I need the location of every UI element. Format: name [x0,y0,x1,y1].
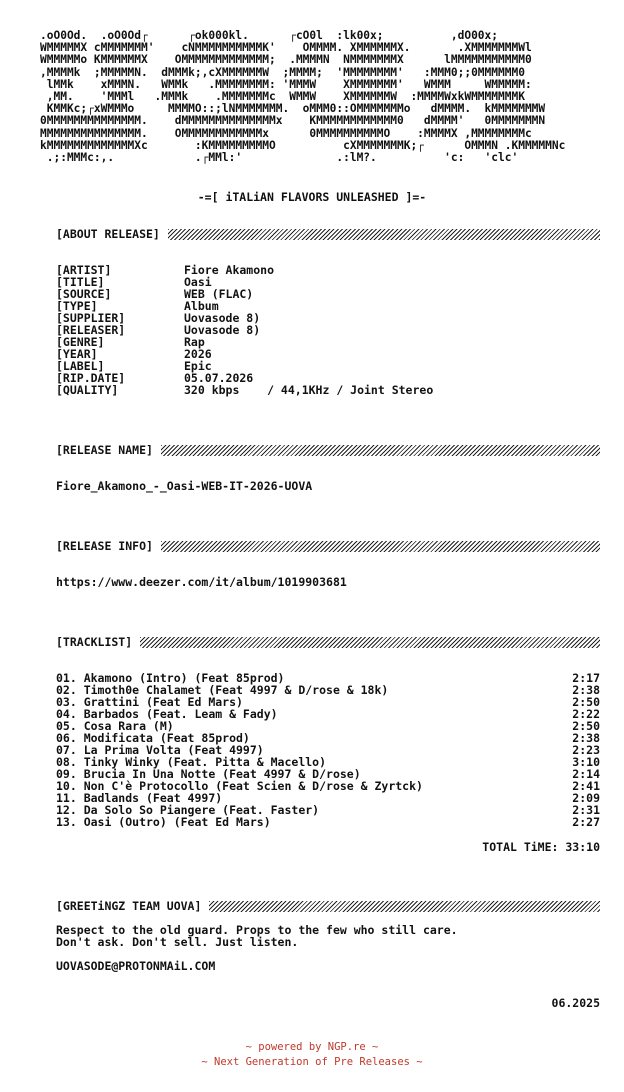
hatch-divider [140,637,600,648]
tracklist-heading [56,635,600,649]
section-title: [TRACKLIST] [56,635,133,649]
track-row: 10. Non C'è Protocollo (Feat Scien & D/rose & Zyrtck) 2:41 [56,779,600,793]
greetings-heading [56,899,600,913]
info-row-title: [TITLE] Oasi [56,275,212,289]
track-row: 03. Grattini (Feat Ed Mars) 2:50 [56,695,600,709]
info-row-label: [LABEL] Epic [56,359,212,373]
track-row: 06. Modificata (Feat 85prod) 2:38 [56,731,600,745]
hatch-divider [209,901,600,912]
hatch-divider [168,229,600,240]
info-row-supplier: [SUPPLIER] Uovasode 8) [56,311,261,325]
track-row: 11. Badlands (Feat 4997) 2:09 [56,791,600,805]
ascii-logo: .oO0Od. .oO0Od┌ ┌ok000kl. ┌cO0l :lk00x; ,dO00x; WMMMMMX cMMMMMMM' cNMMMMMMMMMMK' OMMMM. XMMMMMMX. .XMMMMMMMWl WMMMMMo KMMMMMMX OMMMMMMMMMMMMM; .MMMMN NMMMMMMMX lMMMMMMMMMMM0 ,MMMMk ;MMMMMN. dMMMk;,cXMMMMMMW ;MMMM; 'MMMMMMMM' :MMM0;;0MMMMMM0 lMMk xMMMN. WMMk .MMMMMMMM: 'MMMW XMMMMMMM' WMMM WMMMMM: ,MM. 'MMMl .MMMk .MMMMMMMc WMMW XMMMMMMW :MMMMWxkWMMMMMMMK KMMKc;┌xWMMMo MMMMO::;lNMMMMMMM. oMMM0::OMMMMMMMo dMMMM. kMMMMMMMW 0MMMMMMMMMMMMMM. dMMMMMMMMMMMMMMx KMMMMMMMMMMMM0 dMMMM' 0MMMMMMMN MMMMMMMMMMMMMMM. OMMMMMMMMMMMMx 0MMMMMMMMMMO :MMMMX ,MMMMMMMMc kMMMMMMMMMMMMMXc :KMMMMMMMMMO cXMMMMMMMK;┌ OMMMN .KMMMMMNc .;:MMMc:,. .┌MMl:' .:lM?. 'c: 'clc' [40,29,566,165]
greetings-line-2: Don't ask. Don't sell. Just listen. [56,935,299,949]
info-row-artist: [ARTIST] Fiore Akamono [56,263,275,277]
info-row-type: [TYPE] Album [56,299,219,313]
greetings-line-1: Respect to the old guard. Props to the few who still care. [56,923,458,937]
track-row: 05. Cosa Rara (M) 2:50 [56,719,600,733]
about-release-table [56,264,433,396]
release-name-value: Fiore_Akamono_-_Oasi-WEB-IT-2026-UOVA [56,479,313,493]
track-row: 08. Tinky Winky (Feat. Pitta & Macello) 3:10 [56,755,600,769]
release-date-footer: 06.2025 [551,996,600,1010]
info-row-quality: [QUALITY] 320 kbps / 44,1KHz / Joint Stereo [56,383,434,397]
info-row-year: [YEAR] 2026 [56,347,212,361]
release-name-heading [56,443,600,457]
tagline: -=[ iTALiAN FLAVORS UNLEASHED ]=- [197,190,427,204]
track-row: 13. Oasi (Outro) (Feat Ed Mars) 2:27 [56,815,600,829]
info-row-genre: [GENRE] Rap [56,335,205,349]
track-row: 09. Brucia In Una Notte (Feat 4997 & D/rose) 2:14 [56,767,600,781]
hatch-divider [161,445,600,456]
contact-email[interactable]: UOVASODE@PROTONMAiL.COM [56,959,216,973]
track-row: 12. Da Solo So Piangere (Feat. Faster) 2:31 [56,803,600,817]
footer-powered-by: ~ powered by NGP.re ~ [245,1041,379,1053]
total-time: TOTAL TiME: 33:10 [482,840,600,854]
info-row-releaser: [RELEASER] Uovasode 8) [56,323,261,337]
about-release-heading [56,227,600,241]
info-row-rip-date: [RIP.DATE] 05.07.2026 [56,371,254,385]
track-row: 07. La Prima Volta (Feat 4997) 2:23 [56,743,600,757]
release-info-heading [56,539,600,553]
section-title: [RELEASE NAME] [56,443,153,457]
track-row: 04. Barbados (Feat. Leam & Fady) 2:22 [56,707,600,721]
section-title: [RELEASE INFO] [56,539,153,553]
section-title: [GREETiNGZ TEAM UOVA] [56,899,202,913]
track-row: 01. Akamono (Intro) (Feat 85prod) 2:17 [56,671,600,685]
hatch-divider [161,541,600,552]
info-row-source: [SOURCE] WEB (FLAC) [56,287,254,301]
release-info-link[interactable]: https://www.deezer.com/it/album/1019903681 [56,575,347,589]
track-row: 02. Timoth0e Chalamet (Feat 4997 & D/rose & 18k) 2:38 [56,683,600,697]
section-title: [ABOUT RELEASE] [56,227,160,241]
tracklist [56,672,600,828]
footer-tagline: ~ Next Generation of Pre Releases ~ [201,1056,423,1068]
